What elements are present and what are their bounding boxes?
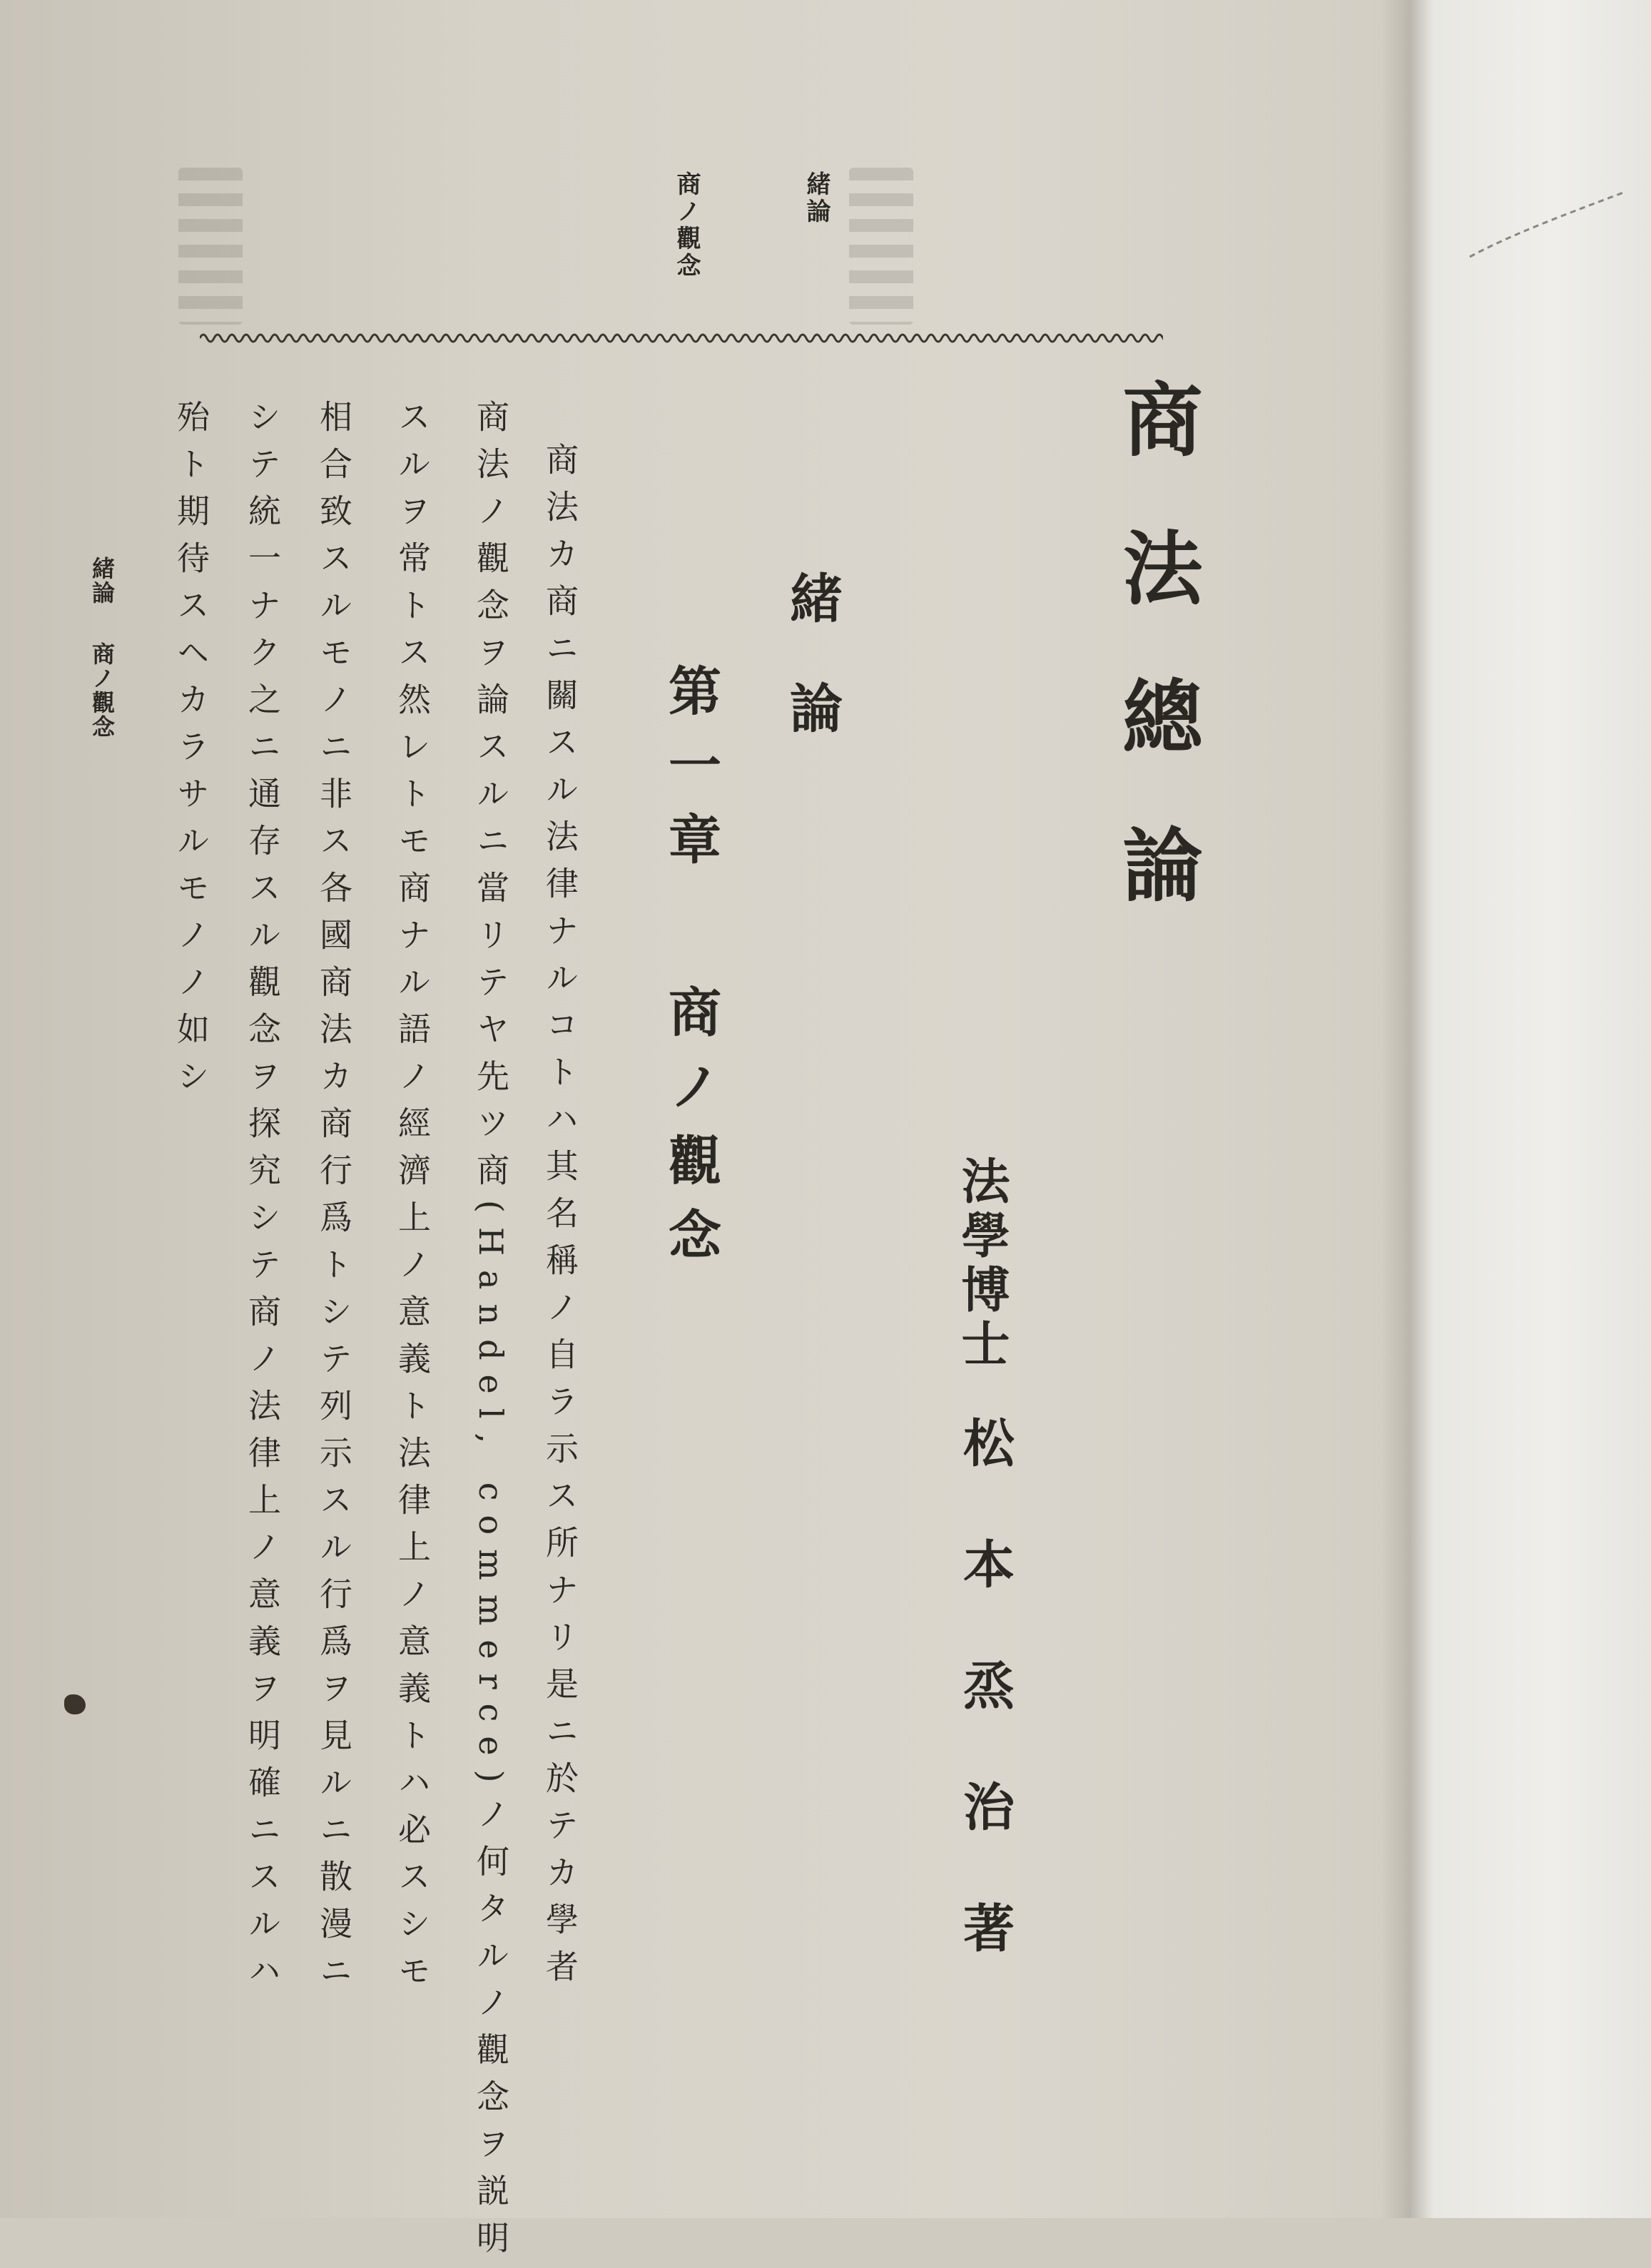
pencil-mark	[1409, 0, 1651, 2218]
author-degree: 法學博士	[953, 1156, 1010, 1373]
body-line-4: 相合致スルモノニ非ス各國商法カ商行爲トシテ列示スル行爲ヲ見ルニ散漫ニ	[315, 400, 353, 2000]
book-title: 商法總論	[1109, 378, 1203, 972]
body-line-3: スルヲ常トス然レトモ商ナル語ノ經濟上ノ意義ト法律上ノ意義トハ必スシモ	[393, 400, 432, 2000]
body-line-2: 商法ノ觀念ヲ論スルニ當リテヤ先ツ商(Handel, commerce)ノ何タルノ觀念ヲ説明	[472, 400, 510, 2268]
ink-blot	[64, 1694, 86, 1714]
chapter-label: 第一章	[660, 663, 721, 886]
chapter-title: 商ノ觀念	[660, 985, 721, 1281]
body-line-1: 商法カ商ニ關スル法律ナルコトハ其名稱ノ自ラ示ス所ナリ是ニ於テカ學者	[541, 442, 579, 1996]
facing-page	[1409, 0, 1651, 2218]
body-line-6: 殆ト期待スヘカラサルモノノ如シ	[172, 400, 210, 1106]
running-header-left: 商ノ觀念	[672, 171, 701, 280]
footer-running-header-part1: 緒論	[88, 556, 116, 605]
faded-show-through-left	[178, 168, 243, 325]
faded-show-through-right	[849, 168, 913, 325]
wavy-divider	[200, 330, 1163, 347]
footer-running-header-part2: 商ノ觀念	[88, 642, 116, 739]
running-header-right: 緒論	[802, 171, 830, 225]
body-line-5: シテ統一ナク之ニ通存スル觀念ヲ探究シテ商ノ法律上ノ意義ヲ明確ニスルハ	[243, 400, 282, 2000]
author-name: 松本烝治著	[955, 1416, 1015, 2023]
section-heading: 緒論	[781, 571, 843, 790]
